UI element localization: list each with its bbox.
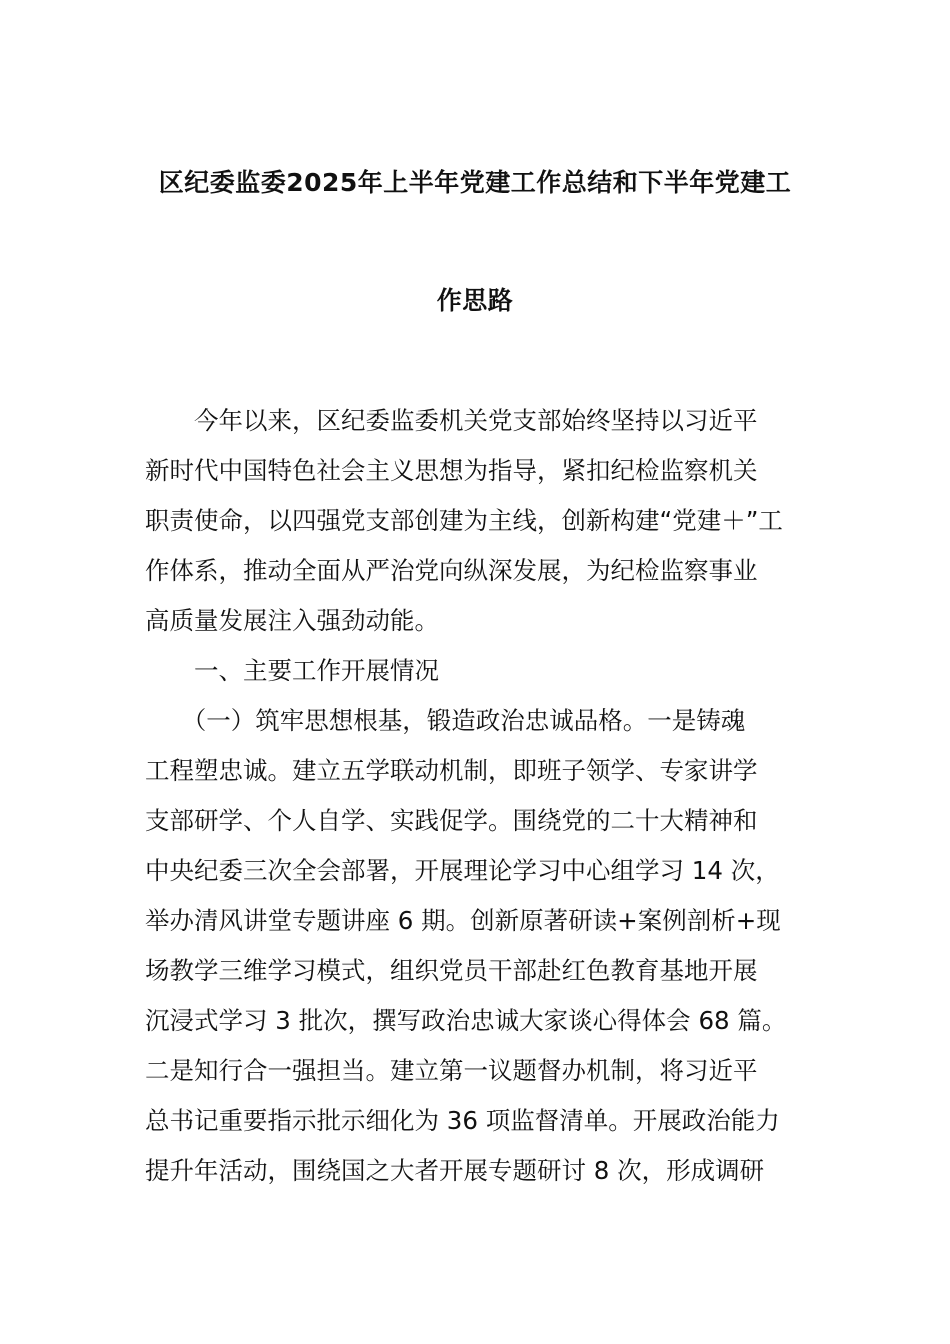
paragraph-line: 提升年活动，围绕国之大者开展专题研讨 8 次，形成调研 — [145, 1156, 765, 1185]
section-heading: 一、主要工作开展情况 — [145, 656, 439, 685]
paragraph-line: 沉浸式学习 3 批次，撰写政治忠诚大家谈心得体会 68 篇。 — [145, 1006, 787, 1035]
paragraph-line: 二是知行合一强担当。建立第一议题督办机制，将习近平 — [145, 1056, 758, 1085]
paragraph-line: 工程塑忠诚。建立五学联动机制，即班子领学、专家讲学 — [145, 756, 758, 785]
document-title-line-2: 作思路 — [436, 286, 514, 315]
paragraph-line: 举办清风讲堂专题讲座 6 期。创新原著研读+案例剖析+现 — [145, 906, 781, 935]
paragraph-line: （一）筑牢思想根基，锻造政治忠诚品格。一是铸魂 — [145, 706, 746, 735]
paragraph-line: 总书记重要指示批示细化为 36 项监督清单。开展政治能力 — [145, 1106, 780, 1135]
document-title-line-1: 区纪委监委2025年上半年党建工作总结和下半年党建工 — [158, 168, 792, 197]
paragraph-line: 新时代中国特色社会主义思想为指导，紧扣纪检监察机关 — [145, 456, 758, 485]
paragraph-line: 高质量发展注入强劲动能。 — [145, 606, 439, 635]
paragraph-line: 今年以来，区纪委监委机关党支部始终坚持以习近平 — [145, 406, 758, 435]
paragraph-line: 支部研学、个人自学、实践促学。围绕党的二十大精神和 — [145, 806, 758, 835]
paragraph-line: 职责使命，以四强党支部创建为主线，创新构建“党建＋”工 — [145, 506, 783, 535]
paragraph-line: 中央纪委三次全会部署，开展理论学习中心组学习 14 次， — [145, 856, 780, 885]
paragraph-line: 场教学三维学习模式，组织党员干部赴红色教育基地开展 — [145, 956, 758, 985]
paragraph-line: 作体系，推动全面从严治党向纵深发展，为纪检监察事业 — [145, 556, 758, 585]
